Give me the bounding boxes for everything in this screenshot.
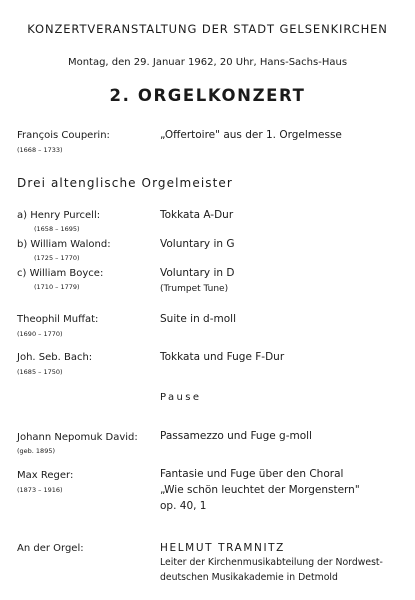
composer-boyce: c) William Boyce: (17, 268, 104, 279)
work-bach: Tokkata und Fuge F-Dur (160, 351, 285, 363)
composer-david: Johann Nepomuk David: (17, 432, 138, 443)
date-location-line: Montag, den 29. Januar 1962, 20 Uhr, Hans-Sachs-Haus (67, 57, 348, 68)
performer-desc-line1: Leiter der Kirchenmusikabteilung der Nordwest- (160, 557, 383, 568)
work-note-boyce: (Trumpet Tune) (160, 284, 229, 294)
work-david: Passamezzo und Fuge g-moll (160, 430, 312, 442)
years-boyce: (1710 – 1779) (34, 283, 80, 291)
performer-label: An der Orgel: (17, 543, 84, 554)
work-purcell: Tokkata A-Dur (160, 209, 234, 221)
composer-muffat: Theophil Muffat: (17, 314, 99, 325)
pause-label: Pause (160, 392, 202, 403)
work-reger-line2: „Wie schön leuchtet der Morgenstern" (160, 484, 360, 496)
performer-name: HELMUT TRAMNITZ (160, 542, 285, 554)
composer-purcell: a) Henry Purcell: (17, 210, 101, 221)
years-bach: (1685 – 1750) (17, 368, 63, 376)
work-reger-line3: op. 40, 1 (160, 500, 207, 512)
concert-title: 2. ORGELKONZERT (109, 86, 306, 105)
organizer-heading: KONZERTVERANSTALTUNG DER STADT GELSENKIRCHEN (27, 22, 388, 36)
work-walond: Voluntary in G (160, 238, 235, 250)
years-purcell: (1658 – 1695) (34, 225, 80, 233)
years-walond: (1725 – 1770) (34, 254, 80, 262)
years-reger: (1873 – 1916) (17, 486, 63, 494)
composer-reger: Max Reger: (17, 470, 74, 481)
work-boyce: Voluntary in D (160, 267, 235, 279)
work-reger-line1: Fantasie und Fuge über den Choral (160, 468, 344, 480)
composer-couperin: François Couperin: (17, 130, 110, 141)
section-heading: Drei altenglische Orgelmeister (17, 176, 233, 190)
years-david: (geb. 1895) (17, 447, 55, 455)
work-muffat: Suite in d-moll (160, 313, 237, 325)
work-couperin: „Offertoire" aus der 1. Orgelmesse (160, 129, 342, 141)
composer-walond: b) William Walond: (17, 239, 111, 250)
years-muffat: (1690 – 1770) (17, 330, 63, 338)
years-couperin: (1668 – 1733) (17, 146, 63, 154)
performer-desc-line2: deutschen Musikakademie in Detmold (160, 572, 338, 583)
composer-bach: Joh. Seb. Bach: (17, 352, 93, 363)
